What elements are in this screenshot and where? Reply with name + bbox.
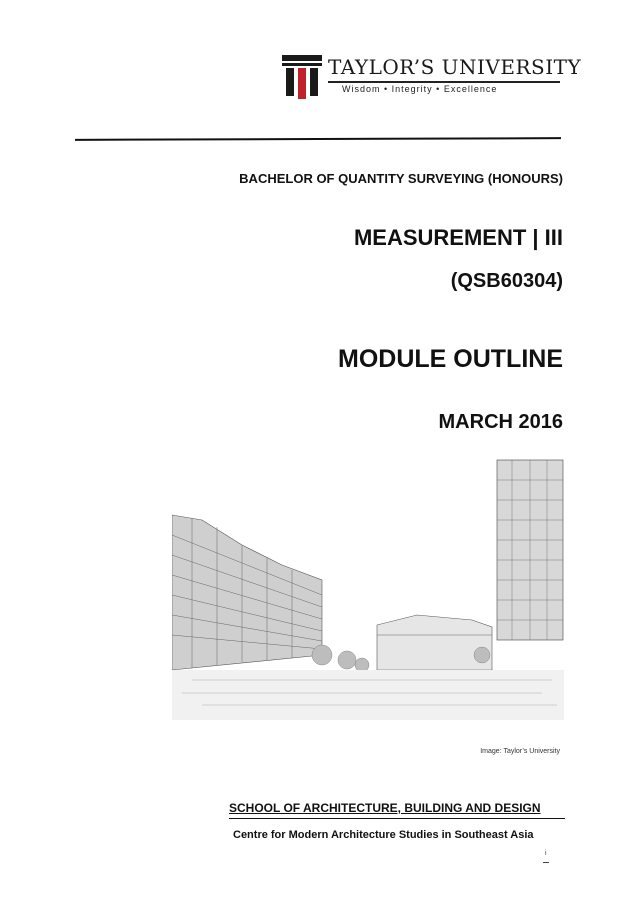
page-number-rule [543,862,549,863]
school-name: SCHOOL OF ARCHITECTURE, BUILDING AND DESIGN [229,801,541,815]
document-date: MARCH 2016 [438,411,563,433]
module-name: MEASUREMENT | III [353,225,563,250]
page-number: i [545,850,547,857]
module-code: (QSB60304) [450,270,563,292]
image-credit: Image: Taylor’s University [480,748,560,755]
document-title: MODULE OUTLINE [338,345,563,373]
university-crest-icon [282,55,322,99]
degree-title: BACHELOR OF QUANTITY SURVEYING (HONOURS) [239,171,563,186]
university-logo [282,55,582,99]
campus-building-sketch [172,455,564,720]
logo-divider [328,81,560,83]
school-underline [229,818,565,819]
centre-name: Centre for Modern Architecture Studies in Southeast Asia [233,829,534,841]
university-tagline: Wisdom • Integrity • Excellence [342,84,498,94]
header-divider [75,137,561,141]
university-name: TAYLOR’S UNIVERSITY [328,55,582,79]
